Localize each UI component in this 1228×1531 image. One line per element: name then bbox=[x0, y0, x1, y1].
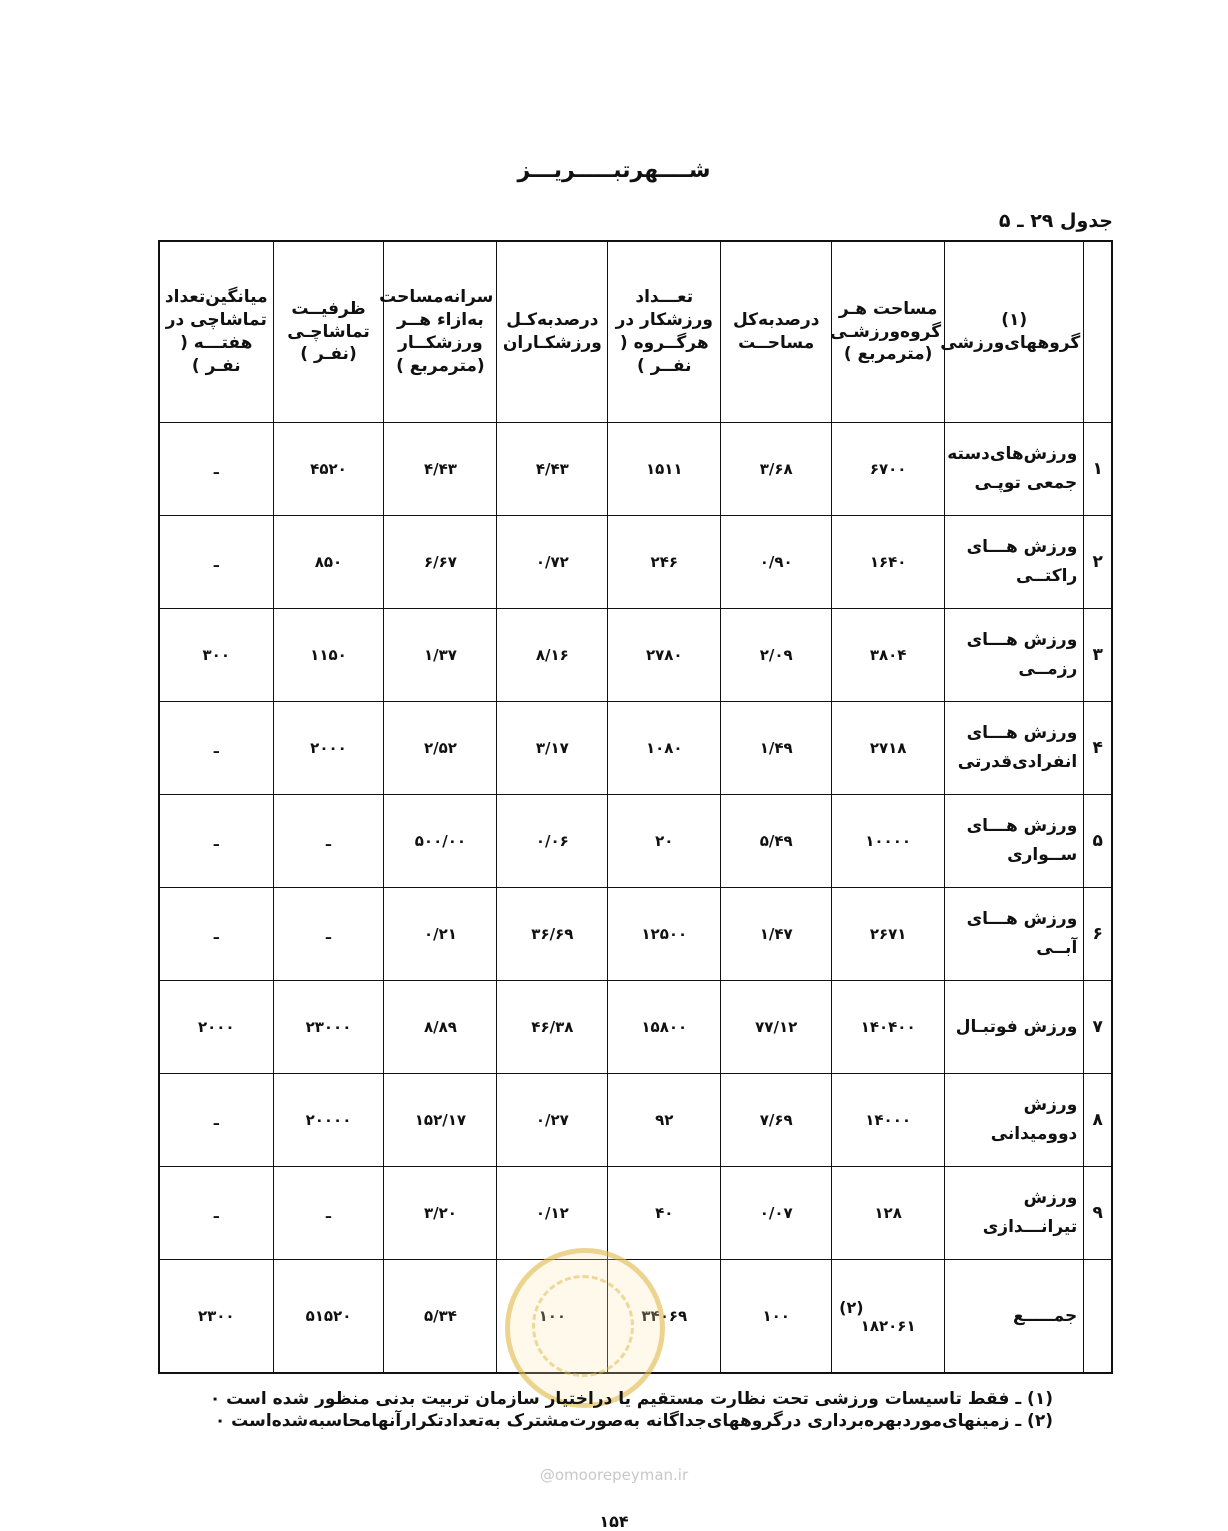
row-avg-spectators: ـ bbox=[159, 1167, 273, 1260]
row-area-percent: ۰/۹۰ bbox=[721, 516, 832, 609]
row-athletes-percent: ۰/۷۲ bbox=[497, 516, 608, 609]
row-group: ورزش هـــای راکتــی bbox=[945, 516, 1084, 609]
row-capacity: ـ bbox=[273, 795, 384, 888]
header-athletes: تعـــداد ورزشکار در هرگــروه ( نفــر ) bbox=[608, 241, 721, 423]
row-group: ورزش فوتبـال bbox=[945, 981, 1084, 1074]
row-athletes-percent: ۰/۲۷ bbox=[497, 1074, 608, 1167]
row-avg-spectators: ـ bbox=[159, 795, 273, 888]
table-label: جدول ۲۹ ـ ۵ bbox=[998, 210, 1113, 232]
row-area: ۱۴۰۴۰۰ bbox=[832, 981, 945, 1074]
row-athletes: ۴۰ bbox=[608, 1167, 721, 1260]
row-athletes: ۲۴۶ bbox=[608, 516, 721, 609]
table-row bbox=[159, 1167, 1112, 1260]
row-group: ورزش هـــای رزمــی bbox=[945, 609, 1084, 702]
row-area-percent: ۱/۴۹ bbox=[721, 702, 832, 795]
total-label: جمـــــع bbox=[945, 1260, 1084, 1374]
header-athletes-percent: درصدبه‌کـل ورزشکـاران bbox=[497, 241, 608, 423]
row-avg-spectators: ـ bbox=[159, 516, 273, 609]
row-group: ورزش هـــای ســواری bbox=[945, 795, 1084, 888]
site-watermark: @omoorepeyman.ir bbox=[539, 1466, 689, 1484]
page-title: شــــهرتبـــــريـــز bbox=[517, 158, 711, 183]
row-avg-spectators: ـ bbox=[159, 423, 273, 516]
row-group: ورزش تیرانـــدازی bbox=[945, 1167, 1084, 1260]
row-athletes: ۲۷۸۰ bbox=[608, 609, 721, 702]
header-per-capita: سرانه‌مساحت به‌ازاء هــر ورزشکــار (مترمربع ) bbox=[384, 241, 497, 423]
footnote-2: (۲) ـ زمینهای‌موردبهره‌برداری درگروههای‌جداگانه به‌صورت‌مشترک به‌تعدادتکرارآنهامحاسبه‌شده‌است ۰ bbox=[214, 1411, 1053, 1432]
row-capacity: ۴۵۲۰ bbox=[273, 423, 384, 516]
footnotes bbox=[210, 1388, 1053, 1432]
table-row bbox=[159, 516, 1112, 609]
row-capacity: ـ bbox=[273, 888, 384, 981]
row-athletes-percent: ۳۶/۶۹ bbox=[497, 888, 608, 981]
row-area-percent: ۵/۴۹ bbox=[721, 795, 832, 888]
row-index: ۶ bbox=[1084, 888, 1112, 981]
row-index: ۳ bbox=[1084, 609, 1112, 702]
row-athletes-percent: ۳/۱۷ bbox=[497, 702, 608, 795]
row-capacity: ۲۰۰۰۰ bbox=[273, 1074, 384, 1167]
row-avg-spectators: ۲۰۰۰ bbox=[159, 981, 273, 1074]
row-per-capita: ۱/۳۷ bbox=[384, 609, 497, 702]
row-group: ورزش‌های‌دسته جمعی توپـی bbox=[945, 423, 1084, 516]
row-area-percent: ۲/۰۹ bbox=[721, 609, 832, 702]
total-area: ۱۸۲۰۶۱ bbox=[860, 1316, 916, 1335]
header-group: (۱) گروههای‌ورزشی bbox=[945, 241, 1084, 423]
row-index: ۴ bbox=[1084, 702, 1112, 795]
total-per-capita: ۵/۳۴ bbox=[384, 1260, 497, 1374]
row-index: ۲ bbox=[1084, 516, 1112, 609]
row-group: ورزش هـــای انفرادی‌قدرتی bbox=[945, 702, 1084, 795]
row-area: ۱۴۰۰۰ bbox=[832, 1074, 945, 1167]
row-group: ورزش دوومیدانی bbox=[945, 1074, 1084, 1167]
row-area: ۱۶۴۰ bbox=[832, 516, 945, 609]
row-athletes: ۲۰ bbox=[608, 795, 721, 888]
row-area-percent: ۷/۶۹ bbox=[721, 1074, 832, 1167]
row-area: ۱۰۰۰۰ bbox=[832, 795, 945, 888]
row-index: ۱ bbox=[1084, 423, 1112, 516]
header-capacity: ظرفیــت تماشاچـی (نفـر ) bbox=[273, 241, 384, 423]
table-row bbox=[159, 795, 1112, 888]
row-per-capita: ۰/۲۱ bbox=[384, 888, 497, 981]
row-capacity: ۲۳۰۰۰ bbox=[273, 981, 384, 1074]
row-per-capita: ۵۰۰/۰۰ bbox=[384, 795, 497, 888]
header-index bbox=[1084, 241, 1112, 423]
row-athletes-percent: ۴۶/۳۸ bbox=[497, 981, 608, 1074]
row-avg-spectators: ـ bbox=[159, 1074, 273, 1167]
table-row bbox=[159, 609, 1112, 702]
row-athletes: ۱۵۸۰۰ bbox=[608, 981, 721, 1074]
row-per-capita: ۴/۴۳ bbox=[384, 423, 497, 516]
row-athletes-percent: ۰/۱۲ bbox=[497, 1167, 608, 1260]
total-index bbox=[1084, 1260, 1112, 1374]
table-row bbox=[159, 888, 1112, 981]
table-row bbox=[159, 423, 1112, 516]
row-athletes-percent: ۰/۰۶ bbox=[497, 795, 608, 888]
row-area-percent: ۱/۴۷ bbox=[721, 888, 832, 981]
row-area: ۶۷۰۰ bbox=[832, 423, 945, 516]
row-area-percent: ۳/۶۸ bbox=[721, 423, 832, 516]
header-avg-spectators: میانگین‌تعداد تماشاچی در هفتـــه ( نفـر ) bbox=[159, 241, 273, 423]
row-per-capita: ۳/۲۰ bbox=[384, 1167, 497, 1260]
table-row bbox=[159, 981, 1112, 1074]
row-athletes: ۹۲ bbox=[608, 1074, 721, 1167]
row-per-capita: ۸/۸۹ bbox=[384, 981, 497, 1074]
row-avg-spectators: ۳۰۰ bbox=[159, 609, 273, 702]
table-header-row bbox=[159, 241, 1112, 423]
sports-facilities-table bbox=[158, 240, 1113, 1374]
total-capacity: ۵۱۵۲۰ bbox=[273, 1260, 384, 1374]
row-capacity: ۸۵۰ bbox=[273, 516, 384, 609]
row-capacity: ۲۰۰۰ bbox=[273, 702, 384, 795]
row-area: ۱۲۸ bbox=[832, 1167, 945, 1260]
row-index: ۸ bbox=[1084, 1074, 1112, 1167]
header-area: مساحت هـر گروه‌ورزشـی (مترمربع ) bbox=[832, 241, 945, 423]
row-capacity: ۱۱۵۰ bbox=[273, 609, 384, 702]
row-per-capita: ۲/۵۲ bbox=[384, 702, 497, 795]
page-number: ۱۵۴ bbox=[599, 1512, 629, 1531]
total-athletes: ۳۴۰۶۹ bbox=[608, 1260, 721, 1374]
row-area-percent: ۷۷/۱۲ bbox=[721, 981, 832, 1074]
publisher-stamp-watermark bbox=[505, 1248, 665, 1408]
table-row bbox=[159, 1074, 1112, 1167]
row-athletes: ۱۰۸۰ bbox=[608, 702, 721, 795]
row-index: ۷ bbox=[1084, 981, 1112, 1074]
row-athletes: ۱۲۵۰۰ bbox=[608, 888, 721, 981]
row-area-percent: ۰/۰۷ bbox=[721, 1167, 832, 1260]
total-athletes-percent: ۱۰۰ bbox=[497, 1260, 608, 1374]
row-per-capita: ۱۵۲/۱۷ bbox=[384, 1074, 497, 1167]
total-avg-spectators: ۲۳۰۰ bbox=[159, 1260, 273, 1374]
row-per-capita: ۶/۶۷ bbox=[384, 516, 497, 609]
total-area-percent: ۱۰۰ bbox=[721, 1260, 832, 1374]
footnote-1: (۱) ـ فقط تاسیسات ورزشی تحت نظارت مستقیم یا دراختیار سازمان تربیت بدنی منظور شده است ۰ bbox=[209, 1389, 1053, 1409]
row-avg-spectators: ـ bbox=[159, 888, 273, 981]
row-index: ۵ bbox=[1084, 795, 1112, 888]
row-athletes-percent: ۸/۱۶ bbox=[497, 609, 608, 702]
total-area-cell bbox=[832, 1260, 945, 1374]
stamp-gear-ring bbox=[532, 1275, 634, 1377]
row-athletes-percent: ۴/۴۳ bbox=[497, 423, 608, 516]
row-athletes: ۱۵۱۱ bbox=[608, 423, 721, 516]
row-avg-spectators: ـ bbox=[159, 702, 273, 795]
row-area: ۲۶۷۱ bbox=[832, 888, 945, 981]
row-capacity: ـ bbox=[273, 1167, 384, 1260]
table-row bbox=[159, 702, 1112, 795]
total-area-footnote-mark: (۲) bbox=[839, 1297, 864, 1317]
row-area: ۳۸۰۴ bbox=[832, 609, 945, 702]
row-index: ۹ bbox=[1084, 1167, 1112, 1260]
row-group: ورزش هـــای آبــی bbox=[945, 888, 1084, 981]
row-area: ۲۷۱۸ bbox=[832, 702, 945, 795]
header-area-percent: درصدبه‌کل مساحــت bbox=[721, 241, 832, 423]
